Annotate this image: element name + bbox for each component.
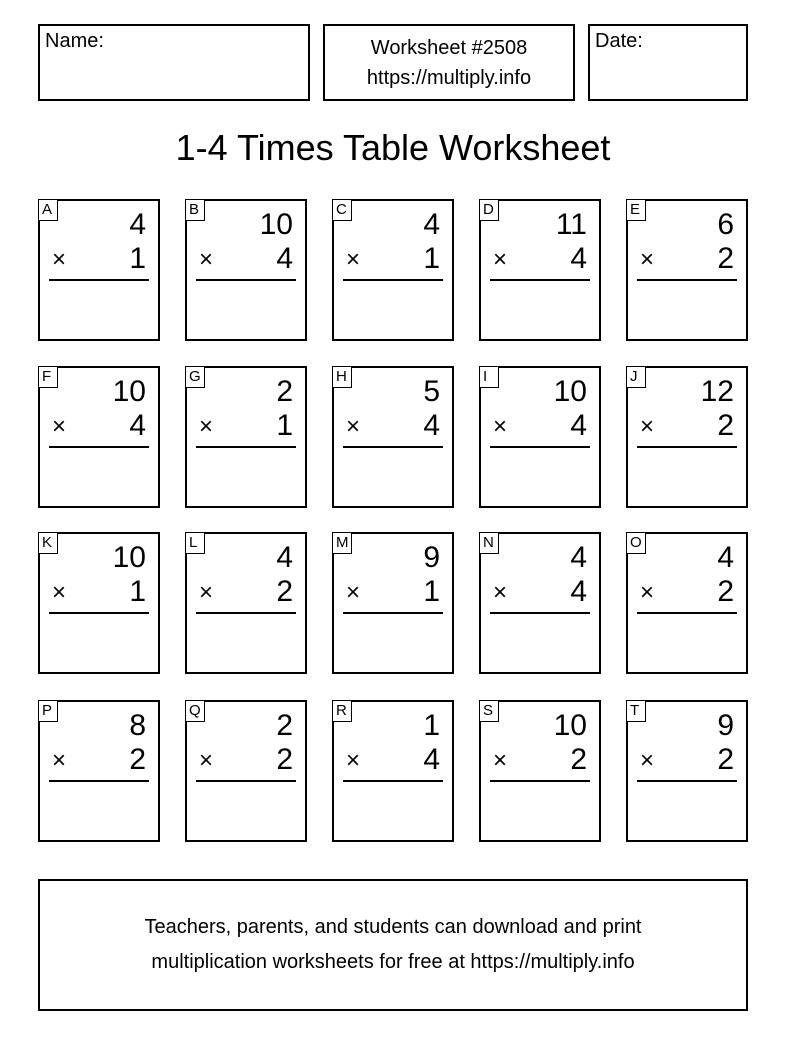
- multiplicand: 4: [423, 208, 440, 241]
- answer-line: [637, 780, 737, 782]
- multiplier: 2: [717, 743, 734, 776]
- answer-line: [637, 612, 737, 614]
- multiplicand: 2: [276, 709, 293, 742]
- answer-line: [490, 780, 590, 782]
- multiplicand: 1: [423, 709, 440, 742]
- multiplicand: 4: [129, 208, 146, 241]
- answer-line: [343, 612, 443, 614]
- multiplicand: 12: [700, 375, 734, 408]
- multiplicand: 6: [717, 208, 734, 241]
- multiplier: 1: [423, 242, 440, 275]
- problem-letter: Q: [186, 701, 205, 722]
- times-sign: ×: [346, 579, 361, 606]
- footer-line-1: Teachers, parents, and students can download and print: [144, 916, 642, 938]
- times-sign: ×: [346, 413, 361, 440]
- times-sign: ×: [346, 246, 361, 273]
- problem-card[interactable]: [38, 366, 160, 508]
- name-field[interactable]: [38, 24, 310, 101]
- answer-line: [490, 446, 590, 448]
- multiplier: 2: [717, 575, 734, 608]
- site-url: https://multiply.info: [366, 67, 532, 89]
- multiplicand: 9: [717, 709, 734, 742]
- answer-line: [343, 446, 443, 448]
- date-label: Date:: [595, 30, 643, 52]
- times-sign: ×: [199, 579, 214, 606]
- problem-letter: M: [333, 533, 352, 554]
- multiplier: 1: [276, 409, 293, 442]
- times-sign: ×: [199, 413, 214, 440]
- problem-card[interactable]: [479, 199, 601, 341]
- name-label: Name:: [45, 30, 104, 52]
- problem-card[interactable]: [38, 532, 160, 674]
- date-field[interactable]: [588, 24, 748, 101]
- footer-line-2: multiplication worksheets for free at https://multiply.info: [151, 951, 635, 973]
- problem-card[interactable]: [38, 199, 160, 341]
- multiplier: 4: [570, 409, 587, 442]
- multiplier: 2: [570, 743, 587, 776]
- answer-line: [490, 612, 590, 614]
- problem-card[interactable]: [626, 199, 748, 341]
- multiplier: 2: [717, 242, 734, 275]
- times-sign: ×: [52, 413, 67, 440]
- page-title: 1-4 Times Table Worksheet: [175, 127, 611, 168]
- problem-card[interactable]: [185, 199, 307, 341]
- problem-letter: H: [333, 367, 352, 388]
- problem-letter: S: [480, 701, 499, 722]
- multiplicand: 11: [555, 208, 587, 241]
- multiplicand: 10: [553, 709, 587, 742]
- multiplier: 4: [423, 743, 440, 776]
- multiplier: 4: [276, 242, 293, 275]
- multiplicand: 4: [570, 541, 587, 574]
- times-sign: ×: [199, 246, 214, 273]
- multiplicand: 8: [129, 709, 146, 742]
- footer-box: [38, 879, 748, 1011]
- multiplicand: 5: [423, 375, 440, 408]
- answer-line: [196, 612, 296, 614]
- times-sign: ×: [493, 413, 508, 440]
- problem-letter: E: [627, 200, 646, 221]
- problem-letter: A: [39, 200, 58, 221]
- answer-line: [49, 780, 149, 782]
- multiplier: 2: [276, 743, 293, 776]
- answer-line: [49, 279, 149, 281]
- times-sign: ×: [640, 579, 655, 606]
- multiplier: 1: [129, 575, 146, 608]
- problem-card[interactable]: [626, 700, 748, 842]
- times-sign: ×: [640, 747, 655, 774]
- problem-card[interactable]: [38, 700, 160, 842]
- multiplicand: 10: [553, 375, 587, 408]
- problem-card[interactable]: [185, 700, 307, 842]
- problem-letter: T: [627, 701, 646, 722]
- multiplicand: 9: [423, 541, 440, 574]
- answer-line: [49, 446, 149, 448]
- multiplier: 4: [423, 409, 440, 442]
- multiplier: 1: [423, 575, 440, 608]
- problem-card[interactable]: [332, 532, 454, 674]
- multiplier: 4: [129, 409, 146, 442]
- problem-letter: B: [186, 200, 205, 221]
- problem-card[interactable]: [332, 700, 454, 842]
- problem-letter: I: [480, 367, 499, 388]
- times-sign: ×: [52, 579, 67, 606]
- times-sign: ×: [493, 579, 508, 606]
- worksheet-info-box: [323, 24, 575, 101]
- answer-line: [343, 279, 443, 281]
- problem-card[interactable]: [626, 532, 748, 674]
- multiplier: 2: [129, 743, 146, 776]
- multiplicand: 4: [276, 541, 293, 574]
- answer-line: [196, 446, 296, 448]
- times-sign: ×: [52, 747, 67, 774]
- problem-letter: G: [186, 367, 205, 388]
- multiplicand: 2: [276, 375, 293, 408]
- problem-letter: F: [39, 367, 58, 388]
- multiplier: 2: [276, 575, 293, 608]
- multiplicand: 10: [112, 541, 146, 574]
- times-sign: ×: [640, 246, 655, 273]
- times-sign: ×: [493, 246, 508, 273]
- problem-letter: P: [39, 701, 58, 722]
- problem-letter: L: [186, 533, 205, 554]
- problem-card[interactable]: [185, 366, 307, 508]
- problem-letter: C: [333, 200, 352, 221]
- problem-letter: O: [627, 533, 646, 554]
- times-sign: ×: [52, 246, 67, 273]
- problem-card[interactable]: [185, 532, 307, 674]
- multiplicand: 4: [717, 541, 734, 574]
- answer-line: [343, 780, 443, 782]
- times-sign: ×: [346, 747, 361, 774]
- answer-line: [637, 279, 737, 281]
- answer-line: [637, 446, 737, 448]
- answer-line: [490, 279, 590, 281]
- worksheet-id: Worksheet #2508: [370, 37, 528, 59]
- problem-card[interactable]: [479, 532, 601, 674]
- multiplier: 2: [717, 409, 734, 442]
- problem-letter: D: [480, 200, 499, 221]
- problem-letter: R: [333, 701, 352, 722]
- times-sign: ×: [199, 747, 214, 774]
- problem-letter: J: [627, 367, 646, 388]
- answer-line: [196, 780, 296, 782]
- problem-card[interactable]: [626, 366, 748, 508]
- multiplier: 4: [570, 242, 587, 275]
- answer-line: [196, 279, 296, 281]
- multiplicand: 10: [259, 208, 293, 241]
- problem-card[interactable]: [332, 199, 454, 341]
- multiplicand: 10: [112, 375, 146, 408]
- problem-card[interactable]: [479, 700, 601, 842]
- multiplier: 4: [570, 575, 587, 608]
- multiplier: 1: [129, 242, 146, 275]
- times-sign: ×: [640, 413, 655, 440]
- times-sign: ×: [493, 747, 508, 774]
- problem-letter: K: [39, 533, 58, 554]
- problem-card[interactable]: [332, 366, 454, 508]
- problem-card[interactable]: [479, 366, 601, 508]
- answer-line: [49, 612, 149, 614]
- problem-letter: N: [480, 533, 499, 554]
